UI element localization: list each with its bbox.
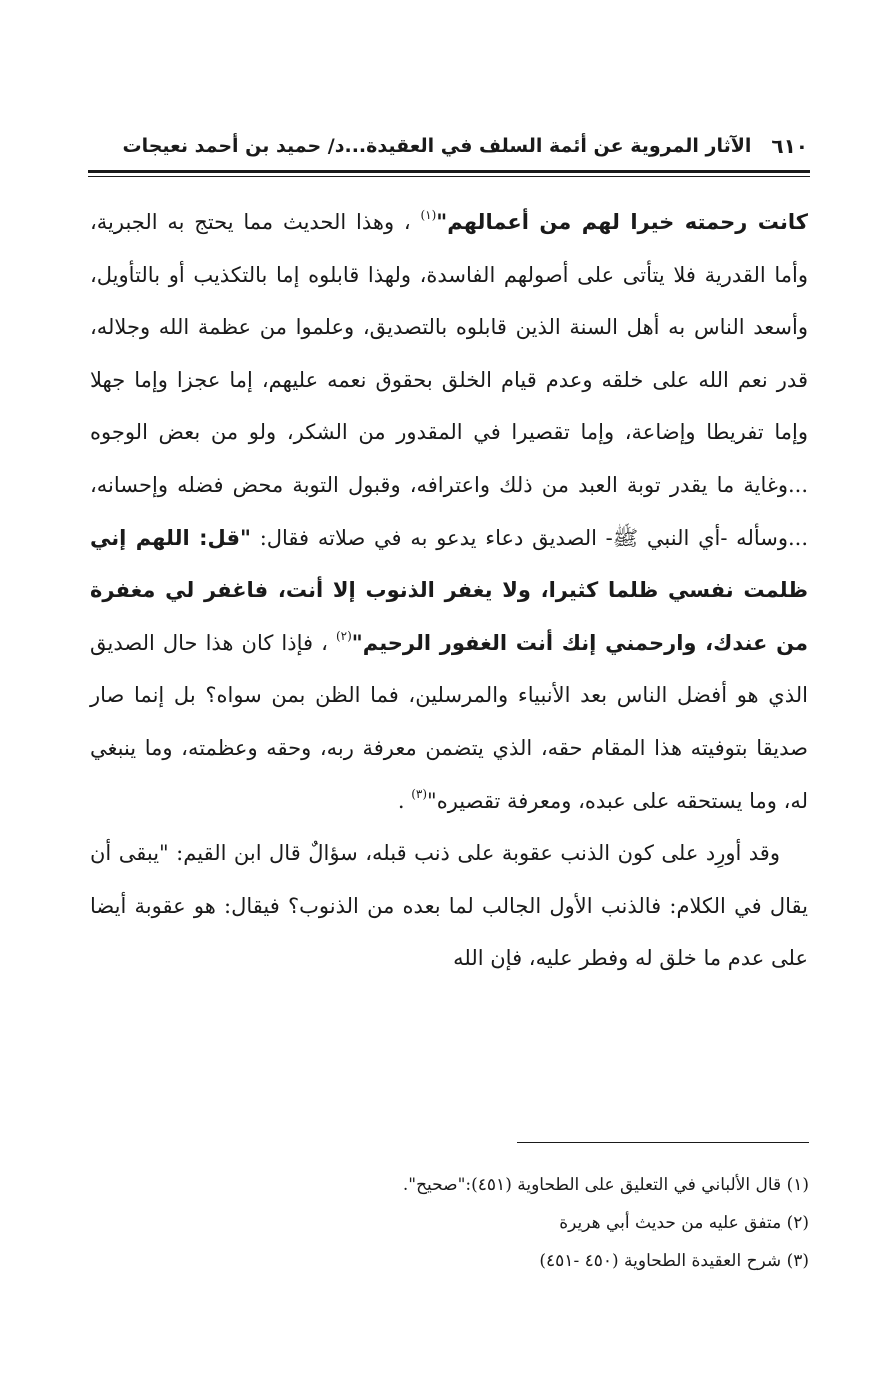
footnote-ref-3: (٣)	[411, 786, 428, 801]
footnote-1: (١) قال الألباني في التعليق على الطحاوية (٤٥١):"صحيح".	[402, 1175, 809, 1195]
paragraph-1	[90, 196, 808, 827]
paragraph-1-end: .	[397, 788, 412, 813]
page-header	[90, 128, 808, 164]
footnote-ref-1: (١)	[420, 208, 437, 222]
paragraph-2: وقد أورِد على كون الذنب عقوبة على ذنب قبله، سؤالٌ قال ابن القيم: "يبقى أن يقال في الكلام: فالذنب الأول الجالب لما بعده من الذنوب؟ فيقال: هو عقوبة أيضا على عدم ما خلق له وفطر عليه، فإن الله	[90, 841, 808, 971]
quote-bold-2: "قل: اللهم إني ظلمت نفسي ظلما كثيرا، ولا يغفر الذنوب إلا أنت، فاغفر لي مغفرة من عندك، وارحمني إنك أنت الغفور الرحيم"	[90, 525, 808, 655]
running-title: الآثار المروية عن أئمة السلف في العقيدة...د/ حميد بن أحمد نعيجات	[122, 135, 752, 157]
paragraph-1-text: ، وهذا الحديث مما يحتج به الجبرية، وأما القدرية فلا يتأتى على أصولهم الفاسدة، ولهذا قابلوه إما بالتكذيب أو بالتأويل، وأسعد الناس به أهل السنة الذين قابلوه بالتصديق، وعلموا من عظمة الله وجلاله، قدر نعم الله على خلقه وعدم قيام الخلق بحقوق نعمه عليهم، إما عجزا وإما جهلا وإما تفريطا وإضاعة، وإما تقصيرا في المقدور من الشكر، ولو من بعض الوجوه ...وغاية ما يقدر توبة العبد من ذلك واعترافه، وقبول التوبة محض فضله وإحسانه، ...وسأله -أي النبي ﷺ- الصديق دعاء يدعو به في صلاته فقال:	[90, 210, 809, 550]
footnote-3: (٣) شرح العقيدة الطحاوية (٤٥٠ -٤٥١)	[539, 1251, 809, 1271]
footnote-2: (٢) متفق عليه من حديث أبي هريرة	[559, 1213, 809, 1233]
header-rule-thin	[88, 176, 810, 177]
page-number: ٦١٠	[771, 134, 808, 158]
paragraph-1-text-2: ، فإذا كان هذا حال الصديق الذي هو أفضل الناس بعد الأنبياء والمرسلين، فما الظن بمن سواه؟ بل إنما صار صديقا بتوفيته هذا المقام حقه، الذي يتضمن معرفة ربه، وحقه وعظمته، وما ينبغي له، وما يستحقه على عبده، ومعرفة تقصيره"	[90, 630, 808, 813]
body-text	[90, 196, 808, 985]
footnotes	[89, 1166, 809, 1280]
header-rule-thick	[88, 170, 810, 173]
footnote-ref-2: (٢)	[335, 628, 352, 643]
quote-bold-1: كانت رحمته خيرا لهم من أعمالهم"	[436, 210, 808, 234]
footnote-separator	[517, 1142, 809, 1143]
